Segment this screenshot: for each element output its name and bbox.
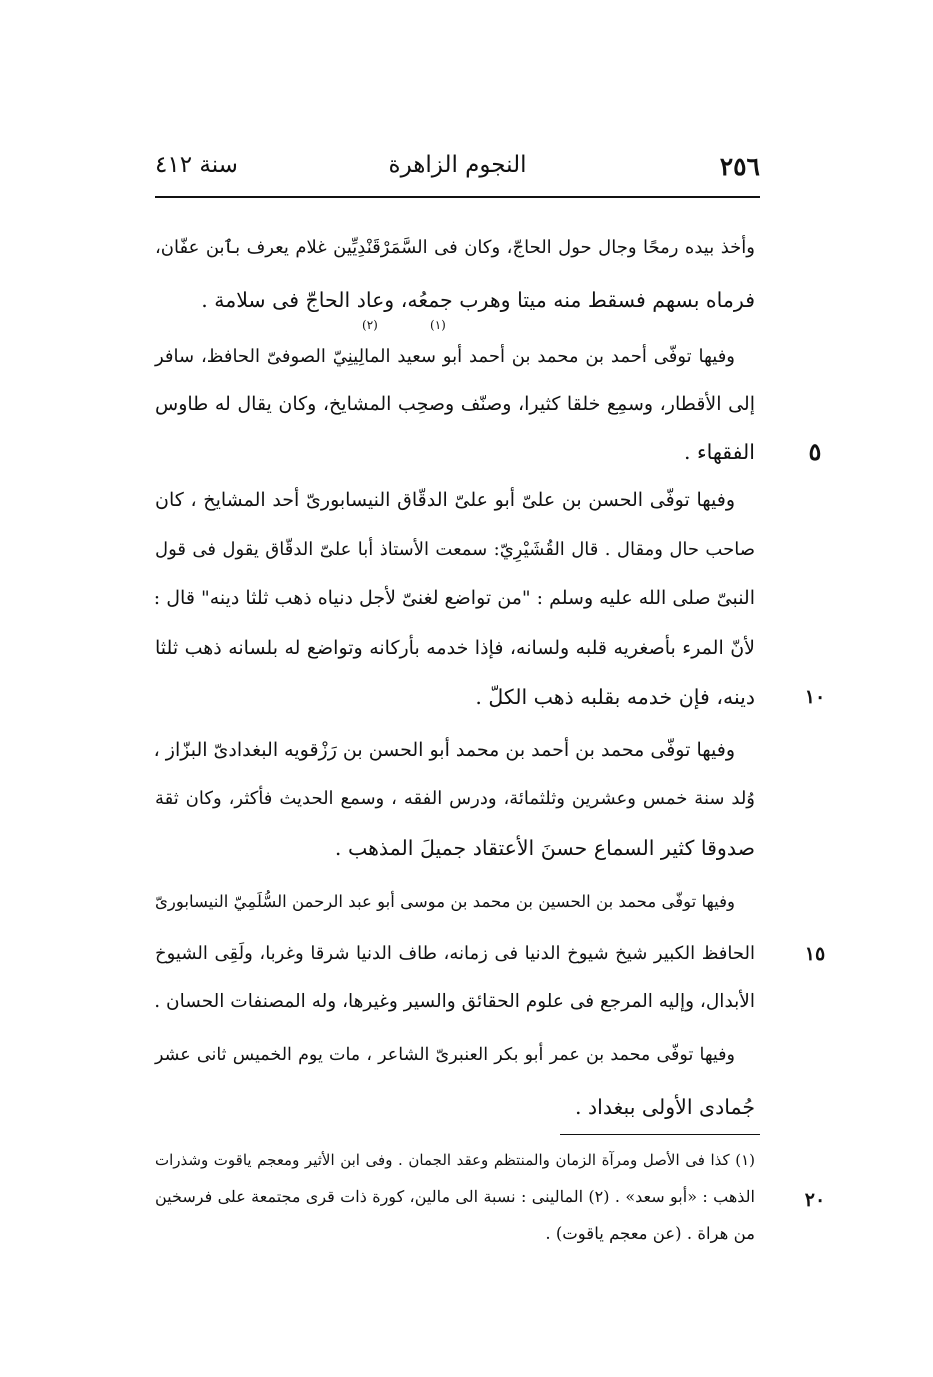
body-line: وفيها توفّى محمد بن عمر أبو بكر العنبرىّ الشاعر ، مات يوم الخميس ثانى عشر: [155, 1045, 735, 1065]
body-line: جُمادى الأولى ببغداد .: [575, 1095, 755, 1119]
page-header: [155, 150, 760, 190]
body-line: وفيها توفّى الحسن بن علىّ أبو علىّ الدقّاق النيسابورىّ أحد المشايخ ، كان: [155, 489, 735, 511]
footnote-line: الذهب : «أبو سعد» . (٢) المالينى : نسبة الى مالين، كورة ذات قرى مجتمعة على فرسخين: [155, 1187, 756, 1206]
footnote-line: (١) كذا فى الأصل ومرآة الزمان والمنتظم وعقد الجمان . وفى ابن الأثير ومعجم ياقوت وشذرات: [155, 1151, 755, 1169]
header-rule: [155, 196, 760, 198]
page-number: ٢٥٦: [719, 152, 760, 181]
body-line: وفيها توفّى أحمد بن محمد بن أحمد أبو سعيد المالِينِيّ الصوفىّ الحافظ، سافر: [155, 346, 735, 367]
running-title: النجوم الزاهرة: [388, 152, 527, 178]
year-label: سنة ٤١٢: [155, 152, 238, 178]
body-line: فرماه بسهم فسقط منه ميتا وهرب جمعُه، وعاد الحاجّ فى سلامة .: [201, 288, 755, 312]
body-line: النبىّ صلى الله عليه وسلم : "من تواضع لغنىّ لأجل دنياه ذهب ثلثا دينه" قال :: [153, 587, 755, 609]
body-line: صاحب حال ومقال . قال القُشَيْرِيّ: سمعت الأستاذ أبا علىّ الدقّاق يقول فى قول: [155, 539, 755, 560]
body-line: الحافظ الكبير شيخ شيوخ الدنيا فى زمانه، طاف الدنيا شرقا وغربا، ولَقِى الشيوخ: [155, 943, 755, 964]
margin-line-number: ٥: [808, 437, 822, 466]
body-line: وأخذ بيده رمحًا وجال حول الحاجّ، وكان فى السَّمَرْقَنْدِيِّين غلام يعرف بٱبن عفّان،: [155, 237, 755, 258]
footnote-marker-2: (٢): [362, 318, 378, 332]
margin-line-number: ١٥: [804, 943, 826, 965]
margin-line-number: ١٠: [804, 686, 826, 708]
body-line: دينه، فإن خدمه بقلبه ذهب الكلّ .: [475, 685, 755, 709]
body-line: إلى الأقطار، وسمِع خلقا كثيرا، وصنّف وصحِب المشايخ، وكان يقال له طاوس: [155, 393, 755, 415]
margin-line-number: ٢٠: [804, 1189, 826, 1211]
body-line: الفقهاء .: [683, 440, 755, 464]
footnote-line: من هراة . (عن معجم ياقوت) .: [545, 1224, 755, 1243]
body-line: لأنّ المرء بأصغريه قلبه ولسانه، فإذا خدمه بأركانه وتواضع له بلسانه ذهب ثلثا: [155, 637, 755, 659]
body-line: وفيها توفّى محمد بن الحسين بن محمد بن موسى أبو عبد الرحمن السُّلَمِيّ النيسابورىّ: [155, 892, 735, 911]
body-line: الأبدال، وإليه المرجع فى علوم الحقائق والسير وغيرها، وله المصنفات الحسان .: [154, 991, 755, 1012]
body-line: صدوقا كثير السماع حسنَ الأعتقاد جميلَ المذهب .: [334, 836, 755, 860]
body-line: وُلد سنة خمس وعشرين وثلثمائة، ودرس الفقه ، وسمع الحديث فأكثر، وكان ثقة: [155, 788, 755, 809]
body-line: وفيها توفّى محمد بن أحمد بن محمد أبو الحسن بن رَزْقويه البغدادىّ البزّاز ،: [153, 739, 735, 761]
footnote-markers: [340, 318, 490, 338]
footnote-marker-1: (١): [430, 318, 446, 332]
footnote-rule: [560, 1134, 760, 1135]
